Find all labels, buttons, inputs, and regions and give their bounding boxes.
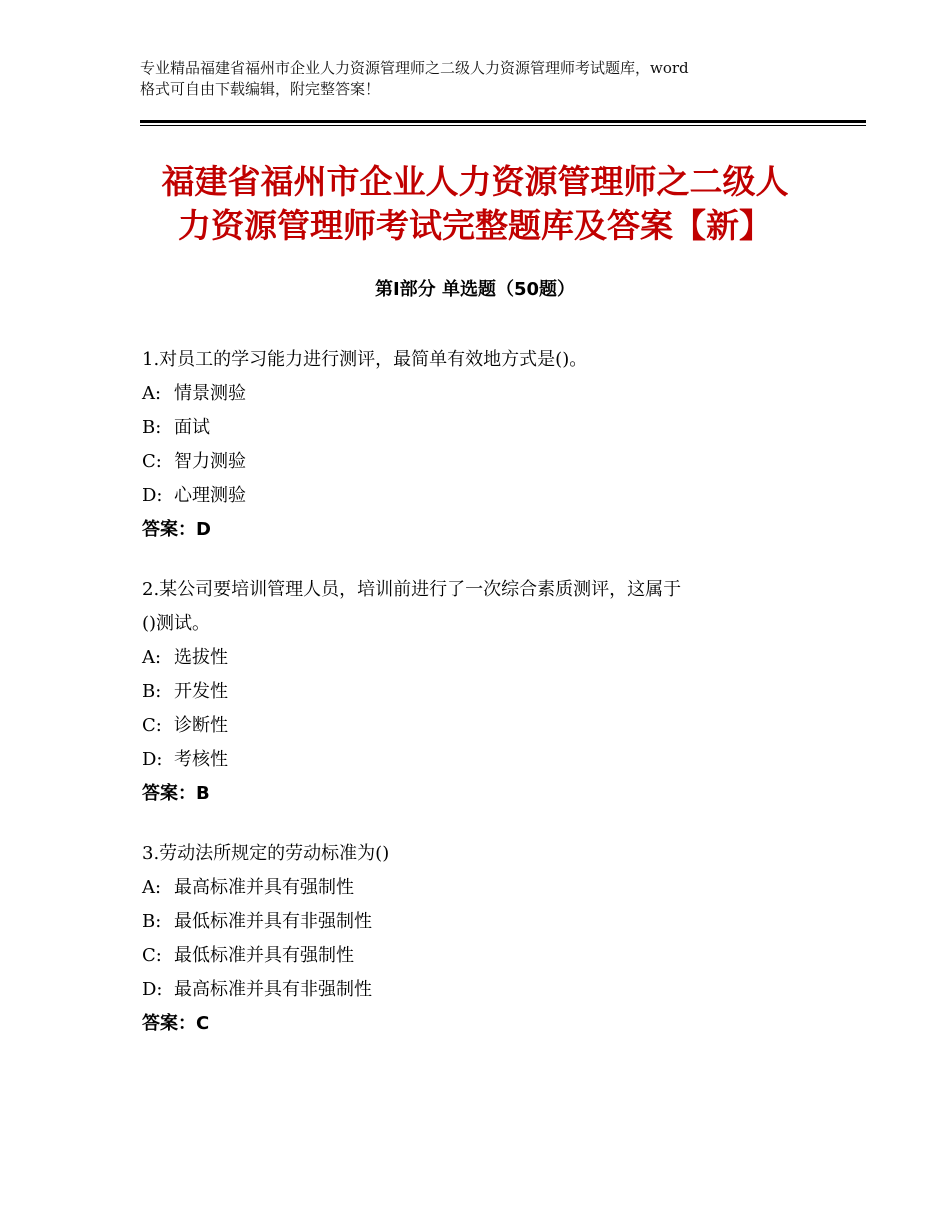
answer-label: 答案：D bbox=[142, 519, 211, 540]
option-c bbox=[142, 445, 812, 479]
question-3 bbox=[142, 837, 812, 1041]
question-stem-continued: ()测试。 bbox=[142, 613, 211, 634]
option-d bbox=[142, 743, 812, 777]
question-1 bbox=[142, 343, 812, 547]
option-key: A: bbox=[142, 383, 162, 404]
header-divider-thick bbox=[140, 120, 866, 123]
option-text: 考核性 bbox=[174, 749, 228, 770]
header-note bbox=[140, 58, 840, 100]
option-text: 心理测验 bbox=[174, 485, 246, 506]
option-text: 智力测验 bbox=[174, 451, 246, 472]
option-key: D: bbox=[142, 979, 163, 1000]
option-text: 选拔性 bbox=[174, 647, 228, 668]
option-b bbox=[142, 675, 812, 709]
option-a bbox=[142, 871, 812, 905]
option-d bbox=[142, 479, 812, 513]
header-note-line-1: 专业精品福建省福州市企业人力资源管理师之二级人力资源管理师考试题库，word bbox=[140, 59, 689, 77]
option-b bbox=[142, 905, 812, 939]
document-title bbox=[60, 160, 890, 248]
document-title-line-1: 福建省福州市企业人力资源管理师之二级人 bbox=[161, 162, 789, 201]
header-divider-thin bbox=[140, 125, 866, 126]
option-key: D: bbox=[142, 485, 163, 506]
option-text: 开发性 bbox=[174, 681, 228, 702]
option-key: B: bbox=[142, 911, 162, 932]
question-2 bbox=[142, 573, 812, 811]
option-b bbox=[142, 411, 812, 445]
question-stem: 1.对员工的学习能力进行测评，最简单有效地方式是()。 bbox=[142, 349, 588, 370]
option-text: 最高标准并具有强制性 bbox=[174, 877, 354, 898]
option-key: C: bbox=[142, 945, 162, 966]
option-text: 最低标准并具有强制性 bbox=[174, 945, 354, 966]
option-text: 面试 bbox=[174, 417, 210, 438]
option-key: C: bbox=[142, 451, 162, 472]
question-list bbox=[142, 343, 812, 1067]
answer-label: 答案：B bbox=[142, 783, 210, 804]
question-stem: 3.劳动法所规定的劳动标准为() bbox=[142, 843, 390, 864]
option-a bbox=[142, 641, 812, 675]
option-c bbox=[142, 939, 812, 973]
option-text: 最高标准并具有非强制性 bbox=[174, 979, 372, 1000]
option-text: 诊断性 bbox=[174, 715, 228, 736]
header-note-line-2: 格式可自由下载编辑，附完整答案！ bbox=[140, 80, 381, 98]
option-text: 情景测验 bbox=[174, 383, 246, 404]
option-key: B: bbox=[142, 681, 162, 702]
option-key: C: bbox=[142, 715, 162, 736]
option-key: D: bbox=[142, 749, 163, 770]
answer-label: 答案：C bbox=[142, 1013, 210, 1034]
question-stem: 2.某公司要培训管理人员，培训前进行了一次综合素质测评，这属于 bbox=[142, 579, 682, 600]
option-key: A: bbox=[142, 877, 162, 898]
option-d bbox=[142, 973, 812, 1007]
option-key: A: bbox=[142, 647, 162, 668]
option-c bbox=[142, 709, 812, 743]
option-text: 最低标准并具有非强制性 bbox=[174, 911, 372, 932]
option-a bbox=[142, 377, 812, 411]
section-heading: 第Ⅰ部分 单选题（50题） bbox=[374, 279, 575, 300]
document-title-line-2: 力资源管理师考试完整题库及答案【新】 bbox=[178, 206, 772, 245]
option-key: B: bbox=[142, 417, 162, 438]
